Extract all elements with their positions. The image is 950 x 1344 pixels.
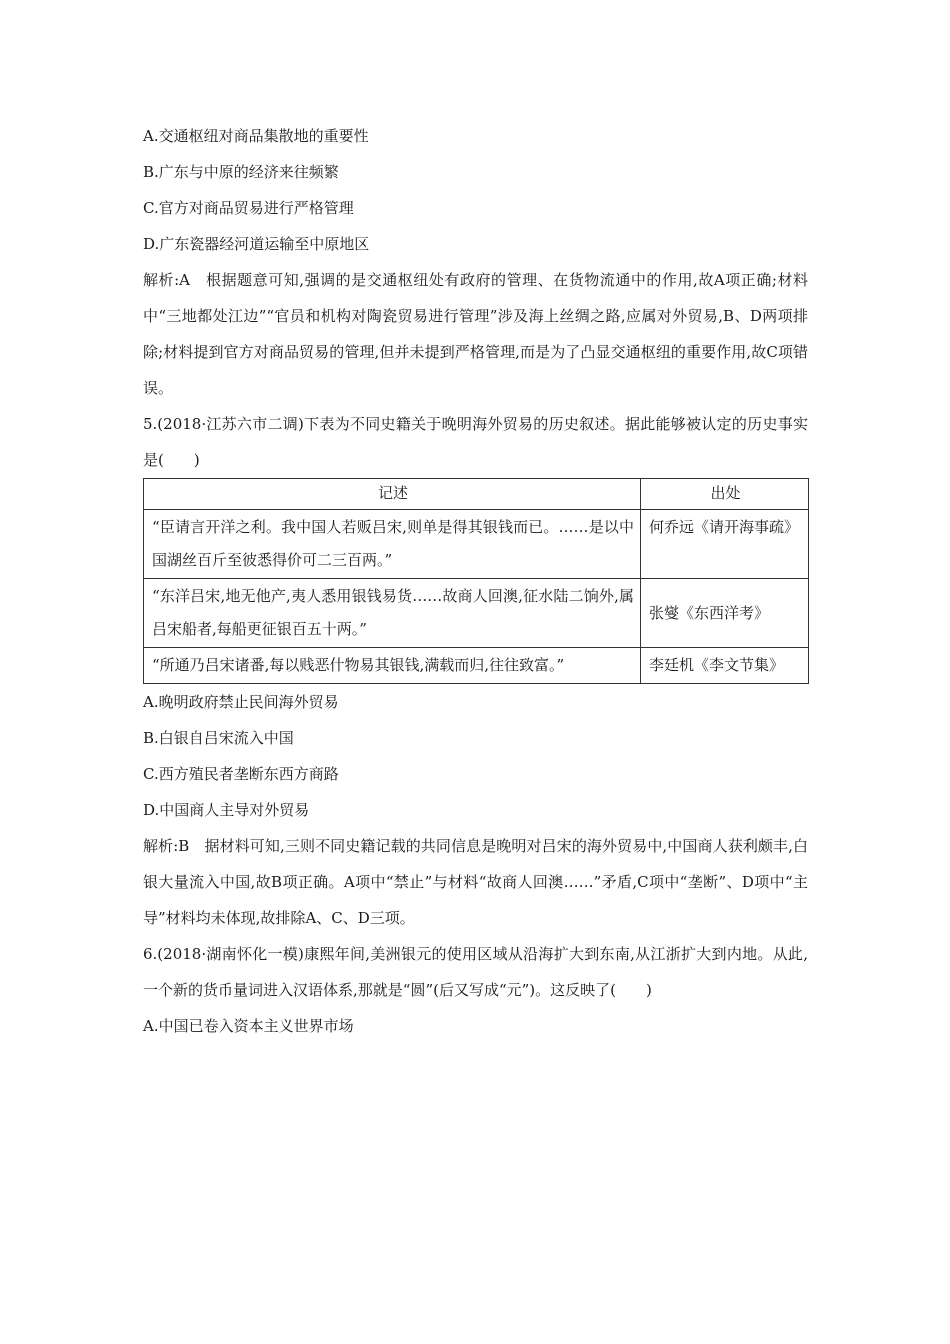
source-table [143,478,809,684]
option-b[interactable]: B.白银自吕宋流入中国 [143,729,294,747]
table-header-row [144,479,809,510]
header-source: 出处 [641,479,809,510]
table-row [144,579,809,648]
question-4-options [143,118,808,262]
source-cell: 何乔远《请开海事疏》 [641,510,809,579]
option-d[interactable]: D.广东瓷器经河道运输至中原地区 [143,235,370,253]
option-a[interactable]: A.晚明政府禁止民间海外贸易 [143,693,339,711]
option-b[interactable]: B.广东与中原的经济来往频繁 [143,163,339,181]
record-cell: “东洋吕宋,地无他产,夷人悉用银钱易货……故商人回澳,征水陆二饷外,属吕宋船者,每船更征银百五十两。” [144,579,641,648]
record-cell: “所通乃吕宋诸番,每以贱恶什物易其银钱,满载而归,往往致富。” [144,648,641,684]
table-row [144,510,809,579]
option-d[interactable]: D.中国商人主导对外贸易 [143,801,310,819]
option-a[interactable]: A.中国已卷入资本主义世界市场 [143,1017,354,1035]
table-row [144,648,809,684]
option-a[interactable]: A.交通枢纽对商品集散地的重要性 [143,127,369,145]
document-page [143,118,808,1044]
question-4-analysis: 解析:A 根据题意可知,强调的是交通枢纽处有政府的管理、在货物流通中的作用,故A项正确;材料中“三地都处江边”“官员和机构对陶瓷贸易进行管理”涉及海上丝绸之路,应属对外贸易,B、D两项排除;材料提到官方对商品贸易的管理,但并未提到严格管理,而是为了凸显交通枢纽的重要作用,故C项错误。 [143,271,808,397]
question-6-stem: 6.(2018·湖南怀化一模)康熙年间,美洲银元的使用区域从沿海扩大到东南,从江浙扩大到内地。从此,一个新的货币量词进入汉语体系,那就是“圆”(后又写成“元”)。这反映了( ) [143,945,808,999]
question-6-options [143,1008,808,1044]
source-cell: 李廷机《李文节集》 [641,648,809,684]
header-record: 记述 [144,479,641,510]
question-5-options [143,684,808,828]
record-cell: “臣请言开洋之利。我中国人若贩吕宋,则单是得其银钱而已。……是以中国湖丝百斤至彼悉得价可二三百两。” [144,510,641,579]
question-5-analysis: 解析:B 据材料可知,三则不同史籍记载的共同信息是晚明对吕宋的海外贸易中,中国商人获利颇丰,白银大量流入中国,故B项正确。A项中“禁止”与材料“故商人回澳……”矛盾,C项中“垄断”、D项中“主导”材料均未体现,故排除A、C、D三项。 [143,837,808,927]
option-c[interactable]: C.西方殖民者垄断东西方商路 [143,765,339,783]
source-cell: 张燮《东西洋考》 [641,579,809,648]
question-5-stem: 5.(2018·江苏六市二调)下表为不同史籍关于晚明海外贸易的历史叙述。据此能够被认定的历史事实是( ) [143,415,808,469]
option-c[interactable]: C.官方对商品贸易进行严格管理 [143,199,354,217]
